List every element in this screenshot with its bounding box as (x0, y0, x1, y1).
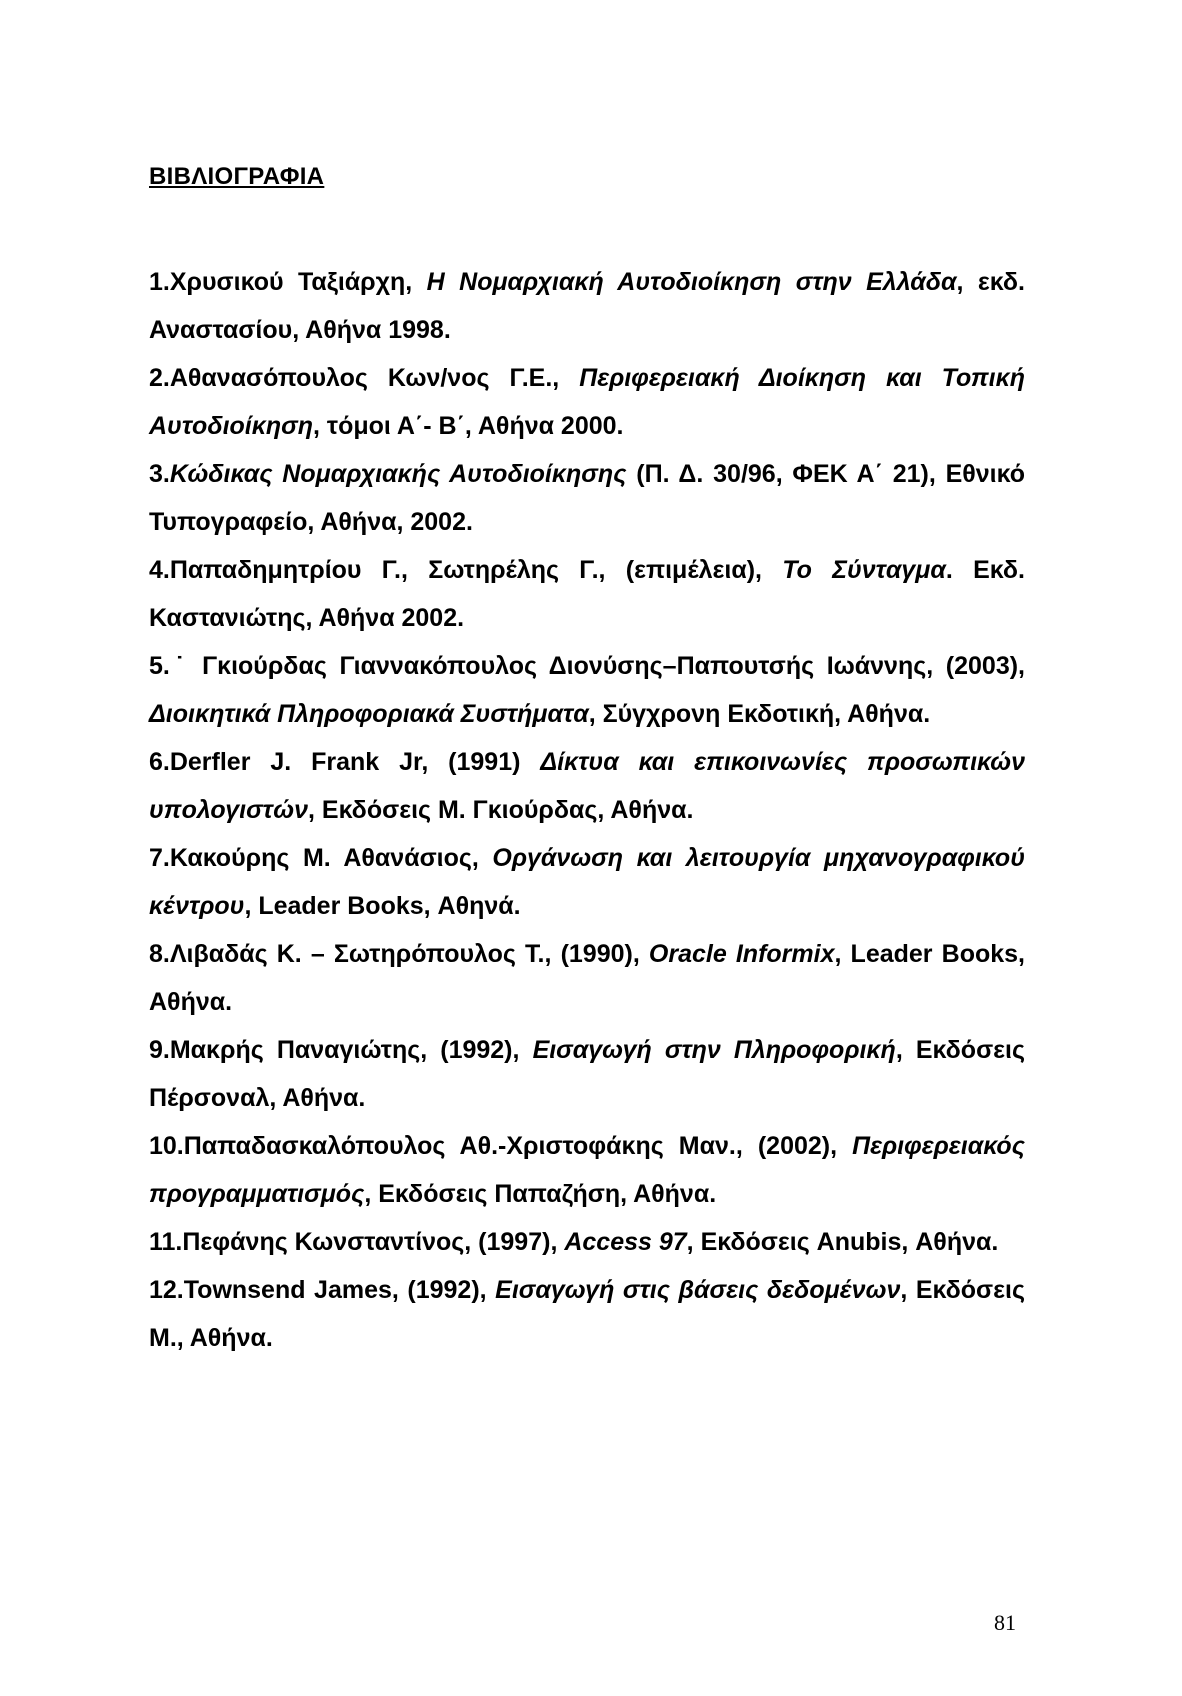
bibliography-entry (149, 1026, 1025, 1122)
entry-title: Περιφερειακός προγραμματισμός (149, 1132, 1025, 1208)
bibliography-entry (149, 354, 1025, 450)
entry-title: Εισαγωγή στις βάσεις δεδομένων (495, 1276, 901, 1304)
entry-publication: , Εκδόσεις Anubis, Αθήνα. (686, 1228, 999, 1256)
entry-author: 5.˙ Γκιούρδας Γιαννακόπουλος Διονύσης–Παπουτσής Ιωάννης, (2003), (149, 652, 1025, 680)
bibliography-entry (149, 642, 1025, 738)
entry-publication: , Εκδόσεις Πέρσοναλ, Αθήνα. (149, 1036, 1025, 1112)
page-title: ΒΙΒΛΙΟΓΡΑΦΙΑ (149, 163, 325, 190)
bibliography-entry (149, 1266, 1025, 1362)
bibliography-entry (149, 258, 1025, 354)
entry-author: 10.Παπαδασκαλόπουλος Αθ.-Χριστοφάκης Μαν., (2002), (149, 1132, 853, 1160)
entry-title: Εισαγωγή στην Πληροφορική (532, 1036, 896, 1064)
entry-author: 8.Λιβαδάς Κ. – Σωτηρόπουλος Τ., (1990), (149, 940, 649, 968)
entry-publication: , τόμοι Α΄- Β΄, Αθήνα 2000. (313, 412, 624, 440)
entry-title: Oracle Informix (648, 940, 835, 968)
entry-title: Οργάνωση και λειτουργία μηχανογραφικού κέντρου (149, 844, 1025, 920)
entry-publication: , Σύγχρονη Εκδοτική, Αθήνα. (588, 700, 931, 728)
entry-author: 6.Derfler J. Frank Jr, (1991) (149, 748, 541, 776)
entry-title: Διοικητικά Πληροφοριακά Συστήματα (149, 700, 589, 728)
entry-author: 1.Χρυσικού Ταξιάρχη, (149, 268, 427, 296)
entry-author: 9.Μακρής Παναγιώτης, (1992), (149, 1036, 533, 1064)
entry-title: Κώδικας Νομαρχιακής Αυτοδιοίκησης (169, 460, 627, 488)
bibliography-entry (149, 1218, 1025, 1266)
entry-author: 3. (149, 460, 170, 488)
entry-publication: (Π. Δ. 30/96, ΦΕΚ Α΄ 21), Εθνικό Τυπογραφείο, Αθήνα, 2002. (149, 460, 1025, 536)
bibliography-list (149, 258, 1025, 1362)
entry-author: 11.Πεφάνης Κωνσταντίνος, (1997), (149, 1228, 565, 1256)
bibliography-entry (149, 738, 1025, 834)
entry-publication: . Εκδ. Καστανιώτης, Αθήνα 2002. (149, 556, 1025, 632)
entry-publication: , Εκδόσεις Μ., Αθήνα. (149, 1276, 1025, 1352)
entry-publication: , εκδ. Αναστασίου, Αθήνα 1998. (149, 268, 1025, 344)
entry-title: Η Νομαρχιακή Αυτοδιοίκηση στην Ελλάδα (426, 268, 957, 296)
entry-publication: , Leader Books, Αθήνα. (149, 940, 1025, 1016)
page-number: 81 (994, 1610, 1016, 1635)
entry-title: Access 97 (564, 1228, 687, 1256)
bibliography-entry (149, 834, 1025, 930)
entry-publication: , Εκδόσεις Παπαζήση, Αθήνα. (364, 1180, 717, 1208)
entry-title: Το Σύνταγμα (782, 556, 946, 584)
entry-author: 12.Townsend James, (1992), (149, 1276, 496, 1304)
bibliography-entry (149, 450, 1025, 546)
bibliography-entry (149, 1122, 1025, 1218)
bibliography-entry (149, 546, 1025, 642)
entry-author: 4.Παπαδημητρίου Γ., Σωτηρέλης Γ., (επιμέλεια), (149, 556, 783, 584)
entry-author: 2.Αθανασόπουλος Κων/νος Γ.Ε., (149, 364, 580, 392)
entry-title: Δίκτυα και επικοινωνίες προσωπικών υπολογιστών (149, 748, 1025, 824)
entry-author: 7.Κακούρης Μ. Αθανάσιος, (149, 844, 493, 872)
entry-publication: , Leader Books, Αθηνά. (244, 892, 521, 920)
bibliography-entry (149, 930, 1025, 1026)
entry-publication: , Εκδόσεις Μ. Γκιούρδας, Αθήνα. (308, 796, 694, 824)
entry-title: Περιφερειακή Διοίκηση και Τοπική Αυτοδιοίκηση (149, 364, 1025, 440)
